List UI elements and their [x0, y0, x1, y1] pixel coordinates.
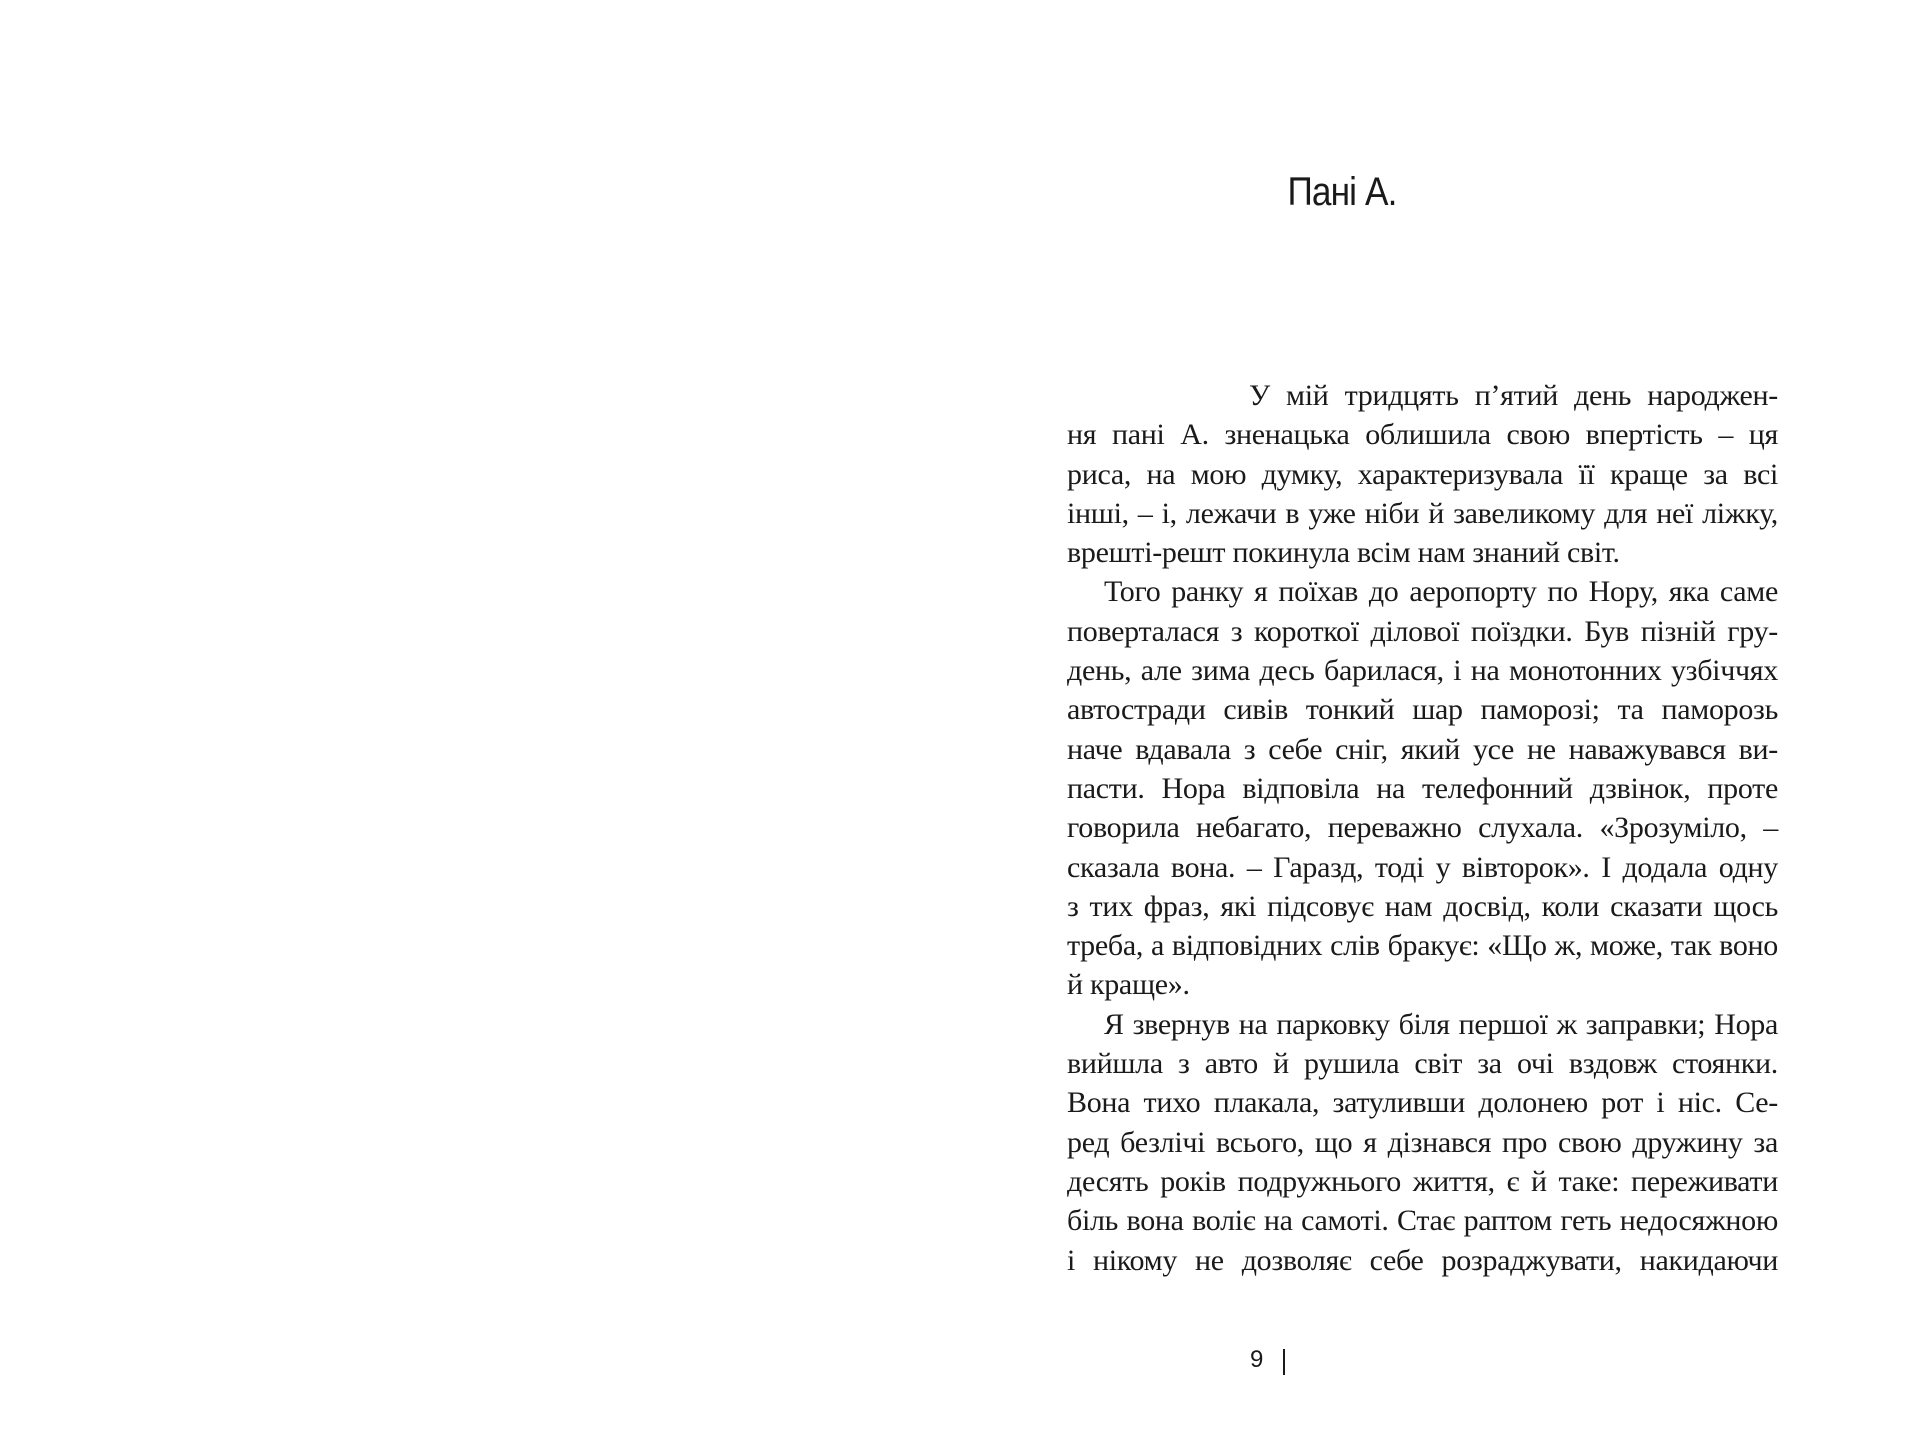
text-line: говорила небагато, переважно слухала. «Зрозуміло, –	[1067, 811, 1778, 845]
text-line: сказала вона. – Гаразд, тоді у вівторок». І додала одну	[1067, 850, 1778, 884]
text-line: ня пані А. зненацька облишила свою впертість – ця	[1067, 418, 1778, 452]
text-line: Вона тихо плакала, затуливши долонею рот і ніс. Се-	[1067, 1086, 1778, 1120]
text-line: риса, на мою думку, характеризувала її краще за всі	[1067, 457, 1778, 491]
text-line: Я звернув на парковку біля першої ж заправки; Нора	[1104, 1007, 1778, 1041]
text-line: поверталася з короткої ділової поїздки. Був пізній гру-	[1067, 614, 1778, 648]
text-line: наче вдавала з себе сніг, який усе не наважувався ви-	[1067, 732, 1778, 766]
page-number: 9	[1250, 1346, 1264, 1373]
text-line: десять років подружнього життя, є й таке: переживати	[1067, 1164, 1778, 1198]
text-line: врешті-решт покинула всім нам знаний світ.	[1067, 536, 1620, 570]
text-line: треба, а відповідних слів бракує: «Що ж, може, так воно	[1067, 929, 1778, 963]
chapter-title: Пані А.	[1287, 170, 1397, 214]
text-line: день, але зима десь барилася, і на монотонних узбіччях	[1067, 654, 1778, 688]
text-line: автостради сивів тонкий шар паморозі; та паморозь	[1067, 693, 1778, 727]
text-line: інші, – і, лежачи в уже ніби й завеликому для неї ліжку,	[1067, 496, 1778, 530]
text-line: й краще».	[1067, 968, 1190, 1002]
text-line: пасти. Нора відповіла на телефонний дзвінок, проте	[1067, 771, 1778, 805]
text-line: У мій тридцять п’ятий день народжен-	[1249, 379, 1778, 412]
text-line: біль вона воліє на самоті. Стає раптом геть недосяжною	[1067, 1204, 1778, 1238]
text-line: з тих фраз, які підсовує нам досвід, коли сказати щось	[1067, 889, 1778, 923]
text-line: ред безлічі всього, що я дізнався про свою дружину за	[1067, 1125, 1778, 1159]
text-line: і нікому не дозволяє себе розраджувати, накидаючи	[1067, 1243, 1778, 1277]
text-line: Того ранку я поїхав до аеропорту по Нору, яка саме	[1104, 575, 1778, 609]
page-number-divider	[1283, 1349, 1285, 1375]
body-text	[1067, 376, 1778, 1280]
text-line: вийшла з авто й рушила світ за очі вздовж стоянки.	[1067, 1047, 1778, 1081]
